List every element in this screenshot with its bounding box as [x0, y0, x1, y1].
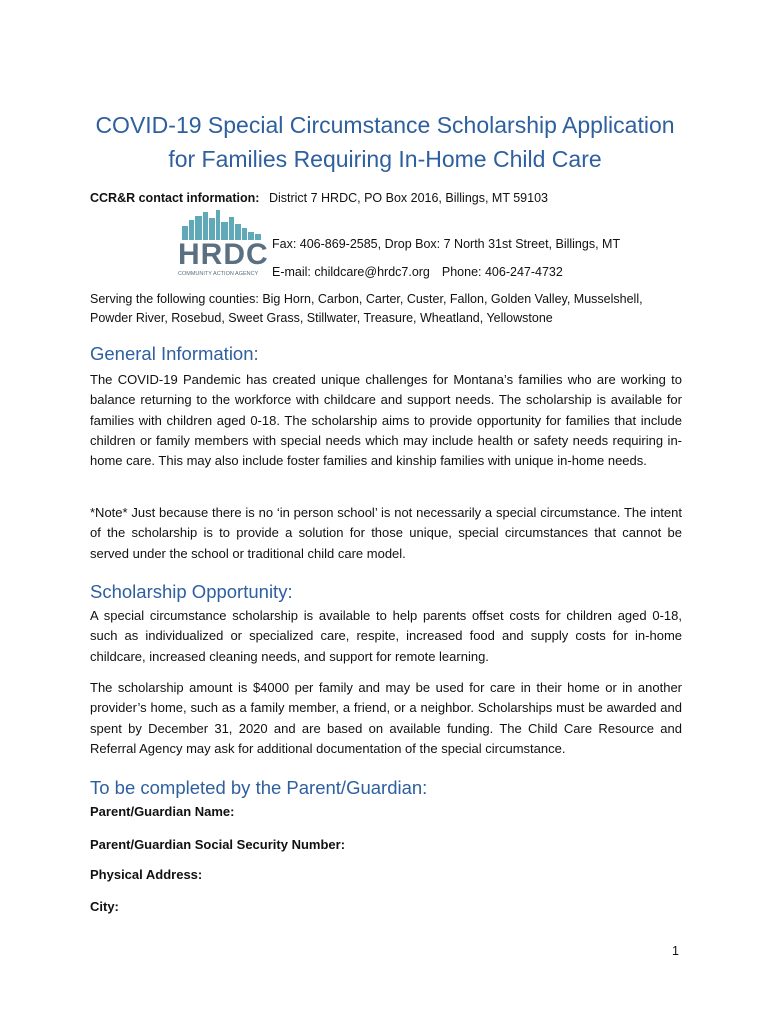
contact-info-line	[90, 191, 548, 205]
counties-line-2: Powder River, Rosebud, Sweet Grass, Stillwater, Treasure, Wheatland, Yellowstone	[90, 311, 553, 325]
hrdc-logo	[176, 208, 268, 278]
page-number: 1	[672, 944, 679, 958]
title-line-2: for Families Requiring In-Home Child Care	[168, 146, 602, 172]
contact-label: CCR&R contact information:	[90, 191, 260, 205]
contact-address: District 7 HRDC, PO Box 2016, Billings, MT 59103	[268, 191, 548, 205]
email-phone-line	[272, 265, 563, 279]
counties-served	[90, 290, 690, 328]
parent-guardian-heading: To be completed by the Parent/Guardian:	[90, 777, 428, 798]
hrdc-logo-icon	[176, 208, 268, 278]
field-ssn: Parent/Guardian Social Security Number:	[90, 837, 346, 852]
scholarship-opportunity-heading: Scholarship Opportunity:	[90, 581, 293, 602]
general-information-heading: General Information:	[90, 343, 259, 364]
general-information-note: *Note* Just because there is no ‘in person school’ is not necessarily a special circumstance. The intent of the scholarship is to provide a solution for those unique, special circumstances that cannot be served under the school or traditional child care model.	[90, 505, 682, 561]
logo-tagline: COMMUNITY ACTION AGENCY	[178, 271, 259, 277]
page-title	[60, 108, 710, 176]
fax-dropbox-line: Fax: 406-869-2585, Drop Box: 7 North 31st Street, Billings, MT	[272, 237, 621, 251]
title-line-1: COVID-19 Special Circumstance Scholarship Application	[95, 112, 675, 138]
field-parent-name: Parent/Guardian Name:	[90, 804, 235, 819]
scholarship-paragraph-1: A special circumstance scholarship is available to help parents offset costs for children aged 0-18, such as individualized or specialized care, respite, increased food and supply costs for in-home childcare, increased cleaning needs, and support for remote learning.	[90, 608, 682, 664]
scholarship-paragraph-2: The scholarship amount is $4000 per family and may be used for care in their home or in another provider’s home, such as a family member, a friend, or a neighbor. Scholarships must be awarded and spent by December 31, 2020 and are based on available funding. The Child Care Resource and Referral Agency may ask for additional documentation of the special circumstance.	[90, 680, 682, 756]
field-physical-address: Physical Address:	[90, 867, 203, 882]
general-information-paragraph-1: The COVID-19 Pandemic has created unique challenges for Montana’s families who are working to balance returning to the workforce with childcare and support needs. The scholarship is available for families with children aged 0-18. The scholarship aims to provide opportunity for families that include children or family members with special needs which may include health or safety needs requiring in-home care. This may also include foster families and kinship families with unique in-home needs.	[90, 372, 682, 469]
counties-line-1: Serving the following counties: Big Horn, Carbon, Carter, Custer, Fallon, Golden Valley, Musselshell,	[90, 292, 643, 306]
phone-text: Phone: 406-247-4732	[441, 265, 563, 279]
logo-text: HRDC	[178, 238, 268, 271]
field-city: City:	[90, 899, 119, 914]
email-text: E-mail: childcare@hrdc7.org	[272, 265, 430, 279]
